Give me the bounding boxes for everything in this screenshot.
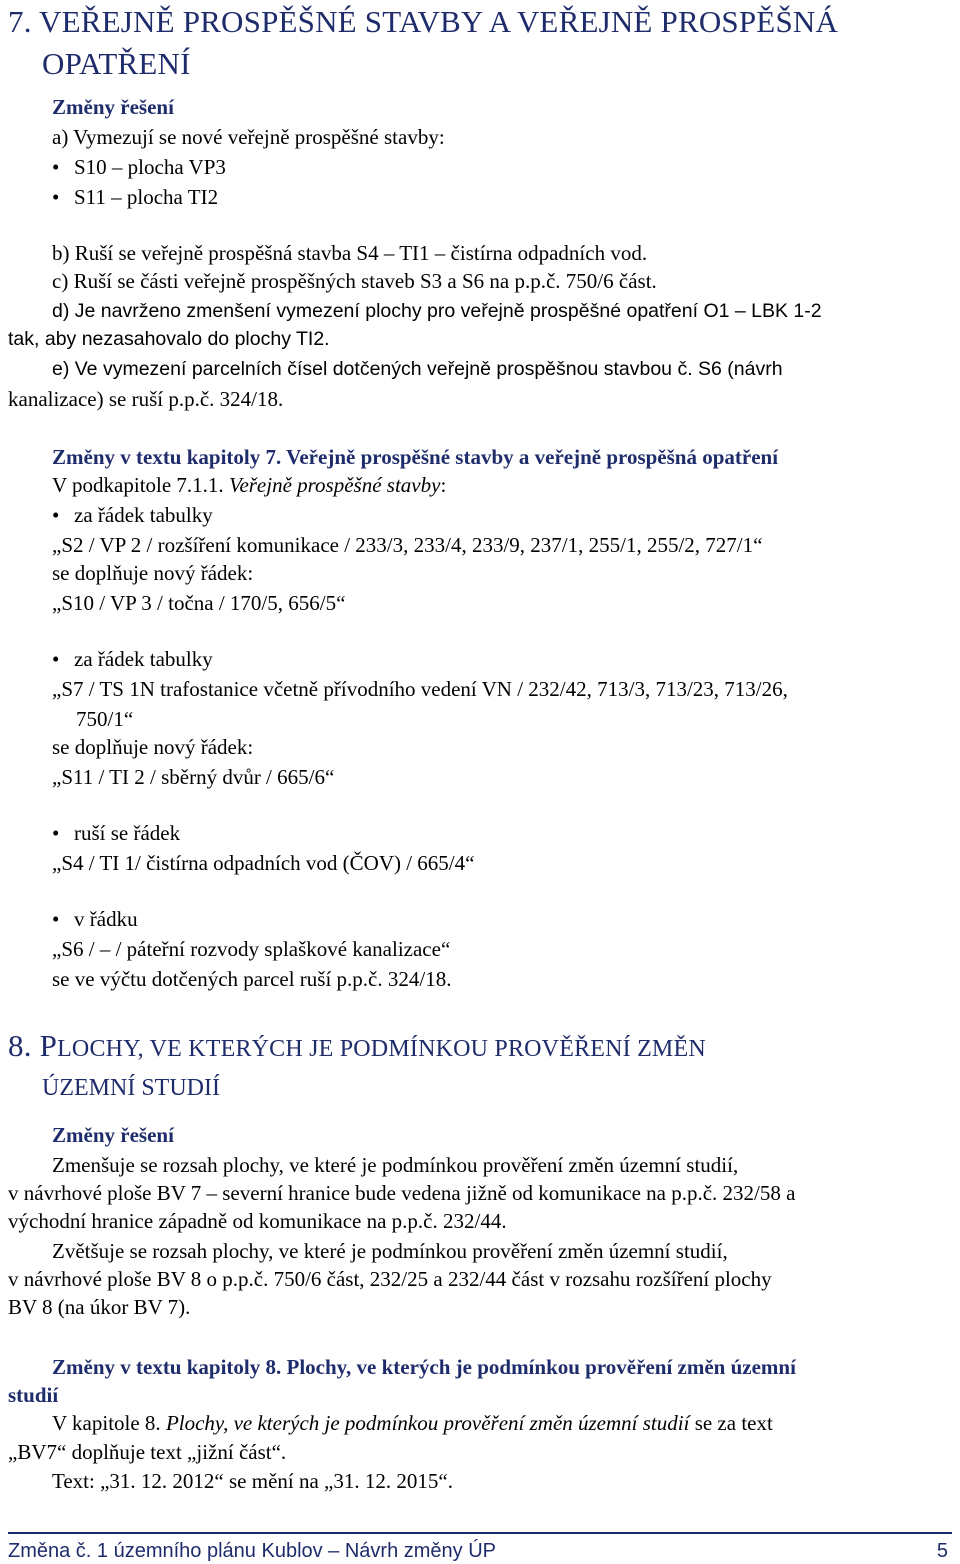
row-add-note: se doplňuje nový řádek:: [52, 735, 254, 759]
bullet-icon: [52, 500, 74, 530]
table-row-quote: „S6 / – / páteřní rozvody splaškové kanalizace“: [52, 937, 451, 961]
item-a-intro: a) Vymezují se nové veřejně prospěšné stavby:: [52, 125, 445, 149]
section-7-text-heading: Změny v textu kapitoly 7. Veřejně prospěšné stavby a veřejně prospěšná opatření: [52, 445, 779, 469]
table-row-quote: „S2 / VP 2 / rozšíření komunikace / 233/3, 233/4, 233/9, 237/1, 255/1, 255/2, 727/1“: [52, 533, 763, 557]
chapter-line: Text: „31. 12. 2012“ se mění na „31. 12. 2015“.: [52, 1469, 453, 1493]
chapter-line: „BV7“ doplňuje text „jižní část“.: [8, 1440, 287, 1464]
paragraph-line: Zmenšuje se rozsah plochy, ve které je podmínkou prověření změn územní studií,: [52, 1153, 739, 1177]
paragraph-line: v návrhové ploše BV 7 – severní hranice bude vedena jižně od komunikace na p.p.č. 232/58 a: [8, 1181, 796, 1205]
item-e-line1: e) Ve vymezení parcelních čísel dotčených veřejně prospěšnou stavbou č. S6 (návrh: [52, 358, 783, 380]
section-7-number: 7.: [8, 4, 32, 39]
section-8-title: 8. PLOCHY, VE KTERÝCH JE PODMÍNKOU PROVĚŘENÍ ZMĚN: [8, 1028, 706, 1063]
section-8-text-heading: Změny v textu kapitoly 8. Plochy, ve kterých je podmínkou prověření změn územní: [52, 1355, 796, 1379]
list-item: •za řádek tabulky: [52, 644, 213, 674]
chapter-line: V kapitole 8. Plochy, ve kterých je podmínkou prověření změn územní studií se za text: [52, 1411, 773, 1435]
list-item: •v řádku: [52, 904, 138, 934]
bullet-icon: [52, 152, 74, 182]
item-d-line1: d) Je navrženo zmenšení vymezení plochy pro veřejně prospěšné opatření O1 – LBK 1-2: [52, 300, 822, 322]
table-row-quote: „S10 / VP 3 / točna / 170/5, 656/5“: [52, 591, 346, 615]
section-8-changes-heading: Změny řešení: [52, 1123, 174, 1147]
bullet-icon: [52, 182, 74, 212]
row-remove-note: se ve výčtu dotčených parcel ruší p.p.č. 324/18.: [52, 967, 452, 991]
section-7-title: [8, 2, 838, 42]
section-7-title-line1: VEŘEJNĚ PROSPĚŠNÉ STAVBY A VEŘEJNĚ PROSPĚŠNÁ: [39, 4, 839, 39]
row-add-note: se doplňuje nový řádek:: [52, 561, 254, 585]
list-item: •ruší se řádek: [52, 818, 180, 848]
page-number: 5: [936, 1540, 948, 1562]
section-8-text-heading-cont: studií: [8, 1383, 59, 1407]
paragraph-line: východní hranice západně od komunikace na p.p.č. 232/44.: [8, 1209, 507, 1233]
item-d-line2: tak, aby nezasahovalo do plochy TI2.: [8, 328, 330, 350]
section-8-title-line2: ÚZEMNÍ STUDIÍ: [42, 1075, 220, 1101]
section-7-changes-heading: Změny řešení: [52, 95, 174, 119]
paragraph-line: BV 8 (na úkor BV 7).: [8, 1295, 191, 1319]
table-row-quote: „S11 / TI 2 / sběrný dvůr / 665/6“: [52, 765, 335, 789]
footer-title: Změna č. 1 územního plánu Kublov – Návrh změny ÚP: [8, 1540, 497, 1562]
section-8-number: 8.: [8, 1028, 40, 1063]
list-item: •za řádek tabulky: [52, 500, 213, 530]
table-row-quote: „S7 / TS 1N trafostanice včetně přívodního vedení VN / 232/42, 713/3, 713/23, 713/26,: [52, 677, 788, 701]
list-item: •S10 – plocha VP3: [52, 152, 226, 182]
item-c: c) Ruší se části veřejně prospěšných staveb S3 a S6 na p.p.č. 750/6 část.: [52, 269, 657, 293]
table-row-quote-cont: 750/1“: [76, 707, 134, 731]
subchapter-line: V podkapitole 7.1.1. Veřejně prospěšné stavby:: [52, 473, 447, 497]
item-b: b) Ruší se veřejně prospěšná stavba S4 – TI1 – čistírna odpadních vod.: [52, 241, 648, 265]
bullet-icon: [52, 904, 74, 934]
table-row-quote: „S4 / TI 1/ čistírna odpadních vod (ČOV) / 665/4“: [52, 851, 475, 875]
list-item: •S11 – plocha TI2: [52, 182, 218, 212]
bullet-icon: [52, 644, 74, 674]
paragraph-line: Zvětšuje se rozsah plochy, ve které je podmínkou prověření změn územní studií,: [52, 1239, 728, 1263]
bullet-icon: [52, 818, 74, 848]
page-footer: [8, 1532, 952, 1564]
paragraph-line: v návrhové ploše BV 8 o p.p.č. 750/6 část, 232/25 a 232/44 část v rozsahu rozšíření plochy: [8, 1267, 772, 1291]
item-e-line2: kanalizace) se ruší p.p.č. 324/18.: [8, 387, 284, 411]
section-7-title-line2: OPATŘENÍ: [42, 46, 191, 81]
